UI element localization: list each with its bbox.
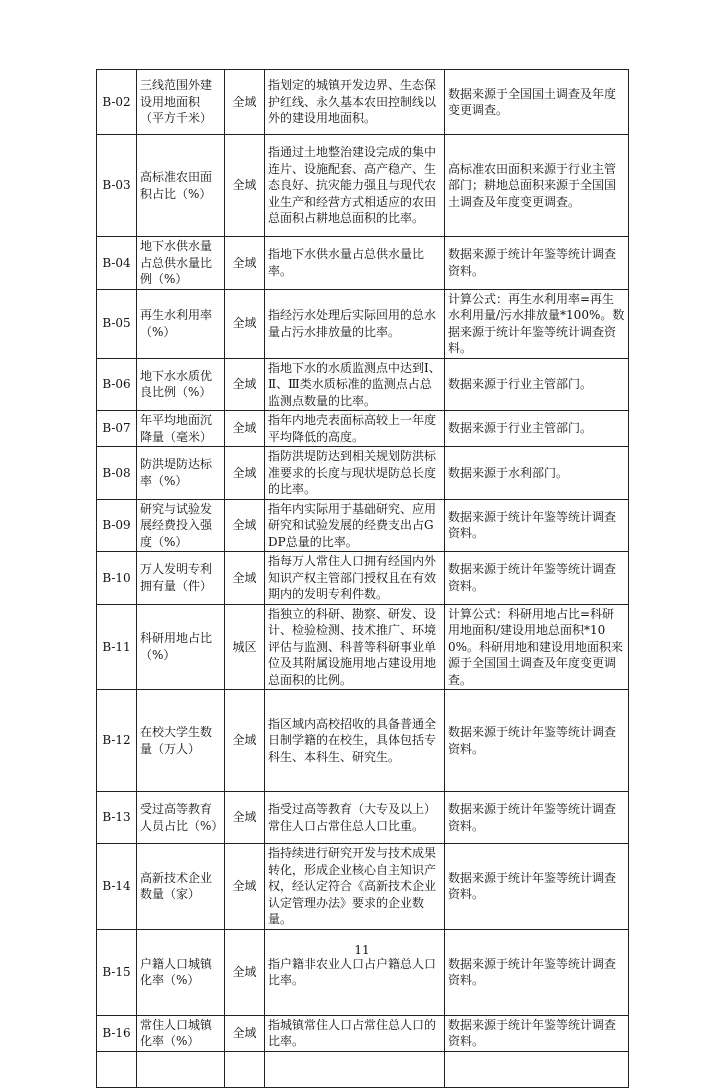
indicator-definition: 指持续进行研究开发与技术成果转化，形成企业核心自主知识产权，经认定符合《高新技术企业认定管理办法》要求的企业数量。: [265, 844, 445, 930]
indicator-scope: 全域: [225, 411, 265, 447]
indicator-scope: 全域: [225, 289, 265, 358]
indicator-code: B-16: [97, 1015, 137, 1051]
indicator-name: 万人发明专利拥有量（件）: [137, 552, 225, 605]
indicator-name: [137, 1051, 225, 1087]
indicator-scope: 全域: [225, 792, 265, 844]
indicator-code: B-03: [97, 135, 137, 237]
indicator-code: B-09: [97, 499, 137, 552]
indicator-code: B-11: [97, 604, 137, 690]
table-row: [97, 1015, 629, 1051]
indicator-scope: 全域: [225, 690, 265, 792]
indicator-definition: 指划定的城镇开发边界、生态保护红线、永久基本农田控制线以外的建设用地面积。: [265, 70, 445, 135]
indicator-scope: [225, 1051, 265, 1087]
indicator-code: B-07: [97, 411, 137, 447]
indicator-table-body: [97, 70, 629, 1088]
table-row: [97, 70, 629, 135]
indicator-source: 数据来源于水利部门。: [445, 447, 629, 500]
table-row: [97, 289, 629, 358]
indicator-code: B-10: [97, 552, 137, 605]
indicator-definition: [265, 1051, 445, 1087]
indicator-definition: 指年内地壳表面标高较上一年度平均降低的高度。: [265, 411, 445, 447]
indicator-source: [445, 1051, 629, 1087]
indicator-source: 数据来源于全国国土调查及年度变更调查。: [445, 70, 629, 135]
indicator-name: 三线范围外建设用地面积（平方千米）: [137, 70, 225, 135]
indicator-scope: 全域: [225, 70, 265, 135]
indicator-source: 数据来源于统计年鉴等统计调查资料。: [445, 552, 629, 605]
table-row: [97, 844, 629, 930]
indicator-name: 年平均地面沉降量（毫米）: [137, 411, 225, 447]
indicator-scope: 全域: [225, 135, 265, 237]
indicator-code: B-14: [97, 844, 137, 930]
indicator-name: 研究与试验发展经费投入强度（%）: [137, 499, 225, 552]
indicator-source: 计算公式：再生水利用率=再生水利用量/污水排放量*100%。数据来源于统计年鉴等统计调查资料。: [445, 289, 629, 358]
indicator-definition: 指年内实际用于基础研究、应用研究和试验发展的经费支出占GDP总量的比率。: [265, 499, 445, 552]
indicator-source: 数据来源于统计年鉴等统计调查资料。: [445, 1015, 629, 1051]
indicator-definition: 指地下水的水质监测点中达到Ⅰ、Ⅱ、Ⅲ类水质标准的监测点占总监测点数量的比率。: [265, 358, 445, 411]
indicator-definition: 指户籍非农业人口占户籍总人口比率。: [265, 929, 445, 1015]
indicator-scope: 全域: [225, 237, 265, 290]
indicator-name: 高新技术企业数量（家）: [137, 844, 225, 930]
indicator-name: 户籍人口城镇化率（%）: [137, 929, 225, 1015]
indicator-scope: 城区: [225, 604, 265, 690]
indicator-source: 数据来源于统计年鉴等统计调查资料。: [445, 792, 629, 844]
table-row: [97, 690, 629, 792]
indicator-definition: 指区域内高校招收的具备普通全日制学籍的在校生，具体包括专科生、本科生、研究生。: [265, 690, 445, 792]
indicator-code: [97, 1051, 137, 1087]
indicator-source: 数据来源于行业主管部门。: [445, 411, 629, 447]
indicator-source: 数据来源于统计年鉴等统计调查资料。: [445, 929, 629, 1015]
table-row: [97, 411, 629, 447]
indicator-name: 在校大学生数量（万人）: [137, 690, 225, 792]
indicator-code: B-12: [97, 690, 137, 792]
table-row: [97, 792, 629, 844]
indicator-code: B-06: [97, 358, 137, 411]
indicator-scope: 全域: [225, 358, 265, 411]
indicator-name: 常住人口城镇化率（%）: [137, 1015, 225, 1051]
indicator-name: 地下水水质优良比例（%）: [137, 358, 225, 411]
indicator-source: 计算公式：科研用地占比=科研用地面积/建设用地总面积*100%。科研用地和建设用地面积来源于全国国土调查及年度变更调查。: [445, 604, 629, 690]
indicator-definition: 指防洪堤防达到相关规划防洪标准要求的长度与现状堤防总长度的比率。: [265, 447, 445, 500]
indicator-name: 再生水利用率（%）: [137, 289, 225, 358]
indicator-code: B-15: [97, 929, 137, 1015]
indicator-table: [96, 69, 629, 1088]
indicator-source: 数据来源于统计年鉴等统计调查资料。: [445, 499, 629, 552]
indicator-scope: 全域: [225, 447, 265, 500]
table-row: [97, 447, 629, 500]
indicator-scope: 全域: [225, 499, 265, 552]
table-row: [97, 552, 629, 605]
indicator-definition: 指独立的科研、勘察、研发、设计、检验检测、技术推广、环境评估与监测、科普等科研事业单位及其附属设施用地占建设用地总面积的比例。: [265, 604, 445, 690]
table-row: [97, 1051, 629, 1087]
indicator-source: 数据来源于统计年鉴等统计调查资料。: [445, 237, 629, 290]
table-row: [97, 358, 629, 411]
table-row: [97, 499, 629, 552]
indicator-scope: 全域: [225, 552, 265, 605]
indicator-code: B-08: [97, 447, 137, 500]
indicator-source: 数据来源于统计年鉴等统计调查资料。: [445, 690, 629, 792]
indicator-code: B-04: [97, 237, 137, 290]
indicator-source: 高标准农田面积来源于行业主管部门；耕地总面积来源于全国国土调查及年度变更调查。: [445, 135, 629, 237]
indicator-source: 数据来源于行业主管部门。: [445, 358, 629, 411]
table-row: [97, 604, 629, 690]
indicator-code: B-02: [97, 70, 137, 135]
indicator-name: 受过高等教育人员占比（%）: [137, 792, 225, 844]
table-row: [97, 135, 629, 237]
indicator-code: B-05: [97, 289, 137, 358]
indicator-name: 科研用地占比（%）: [137, 604, 225, 690]
indicator-definition: 指受过高等教育（大专及以上）常住人口占常住总人口比重。: [265, 792, 445, 844]
indicator-definition: 指地下水供水量占总供水量比率。: [265, 237, 445, 290]
page-number: 11: [354, 943, 370, 957]
table-row: [97, 237, 629, 290]
indicator-name: 地下水供水量占总供水量比例（%）: [137, 237, 225, 290]
indicator-code: B-13: [97, 792, 137, 844]
indicator-name: 高标准农田面积占比（%）: [137, 135, 225, 237]
indicator-source: 数据来源于统计年鉴等统计调查资料。: [445, 844, 629, 930]
indicator-definition: 指经污水处理后实际回用的总水量占污水排放量的比率。: [265, 289, 445, 358]
indicator-definition: 指城镇常住人口占常住总人口的比率。: [265, 1015, 445, 1051]
indicator-definition: 指通过土地整治建设完成的集中连片、设施配套、高产稳产、生态良好、抗灾能力强且与现代农业生产和经营方式相适应的农田总面积占耕地总面积的比率。: [265, 135, 445, 237]
indicator-scope: 全域: [225, 1015, 265, 1051]
indicator-definition: 指每万人常住人口拥有经国内外知识产权主管部门授权且在有效期内的发明专利件数。: [265, 552, 445, 605]
indicator-name: 防洪堤防达标率（%）: [137, 447, 225, 500]
indicator-scope: 全域: [225, 844, 265, 930]
table-row: [97, 929, 629, 1015]
indicator-scope: 全域: [225, 929, 265, 1015]
